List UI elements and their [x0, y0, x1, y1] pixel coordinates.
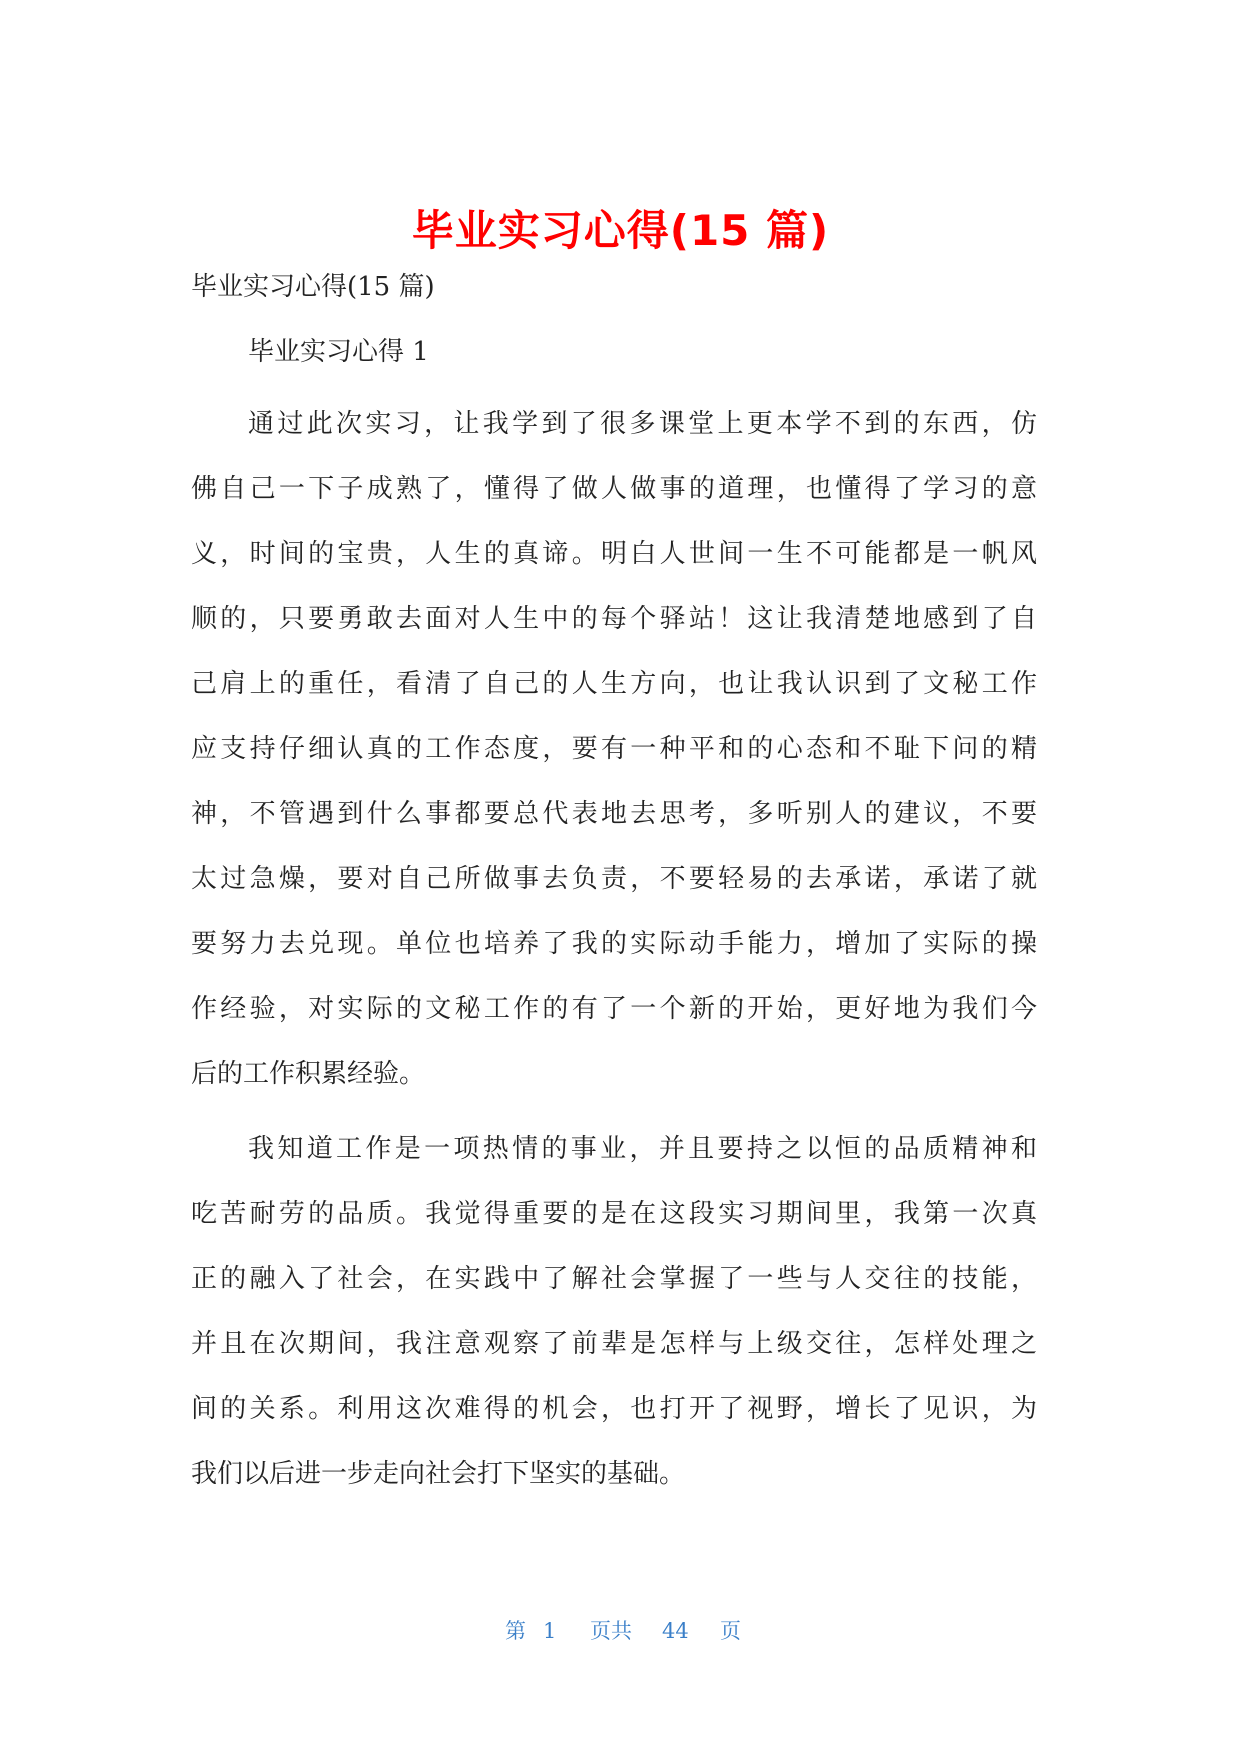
text-line: 我们以后进一步走向社会打下坚实的基础。 — [191, 1459, 686, 1489]
text-line: 后的工作积累经验。 — [191, 1059, 426, 1089]
text-line: 应支持仔细认真的工作态度，要有一种平和的心态和不耻下问的精 — [191, 734, 1037, 764]
footer-total-pages: 44 — [662, 1619, 689, 1643]
footer-current-page: 1 — [543, 1619, 557, 1643]
text-line: 我知道工作是一项热情的事业，并且要持之以恒的品质精神和 — [248, 1134, 1037, 1164]
page-footer — [0, 1616, 1241, 1646]
text-line: 正的融入了社会，在实践中了解社会掌握了一些与人交往的技能， — [191, 1264, 1037, 1294]
footer-middle: 页共 — [590, 1619, 632, 1643]
footer-suffix: 页 — [720, 1619, 741, 1643]
paragraph-gap — [191, 1107, 1037, 1117]
text-line: 佛自己一下子成熟了，懂得了做人做事的道理，也懂得了学习的意 — [191, 474, 1037, 504]
text-line: 顺的，只要勇敢去面对人生中的每个驿站！这让我清楚地感到了自 — [191, 604, 1037, 634]
text-line: 己肩上的重任，看清了自己的人生方向，也让我认识到了文秘工作 — [191, 669, 1037, 699]
paragraph-1 — [191, 392, 1037, 1107]
footer-prefix: 第 — [505, 1619, 526, 1643]
text-line: 要努力去兑现。单位也培养了我的实际动手能力，增加了实际的操 — [191, 929, 1037, 959]
document-title: 毕业实习心得(15 篇) — [411, 206, 830, 255]
text-line: 并且在次期间，我注意观察了前辈是怎样与上级交往，怎样处理之 — [191, 1329, 1037, 1359]
document-body — [191, 262, 1037, 1507]
text-line: 间的关系。利用这次难得的机会，也打开了视野，增长了见识，为 — [191, 1394, 1037, 1424]
text-line: 神，不管遇到什么事都要总代表地去思考，多听别人的建议，不要 — [191, 799, 1037, 829]
text-line: 吃苦耐劳的品质。我觉得重要的是在这段实习期间里，我第一次真 — [191, 1199, 1037, 1229]
text-line: 作经验，对实际的文秘工作的有了一个新的开始，更好地为我们今 — [191, 994, 1037, 1024]
document-subtitle: 毕业实习心得(15 篇) — [191, 272, 435, 302]
text-line: 通过此次实习，让我学到了很多课堂上更本学不到的东西，仿 — [248, 409, 1037, 439]
section-heading: 毕业实习心得 1 — [248, 337, 429, 367]
text-line: 义，时间的宝贵，人生的真谛。明白人世间一生不可能都是一帆风 — [191, 539, 1037, 569]
paragraph-2 — [191, 1117, 1037, 1507]
text-line: 太过急燥，要对自己所做事去负责，不要轻易的去承诺，承诺了就 — [191, 864, 1037, 894]
